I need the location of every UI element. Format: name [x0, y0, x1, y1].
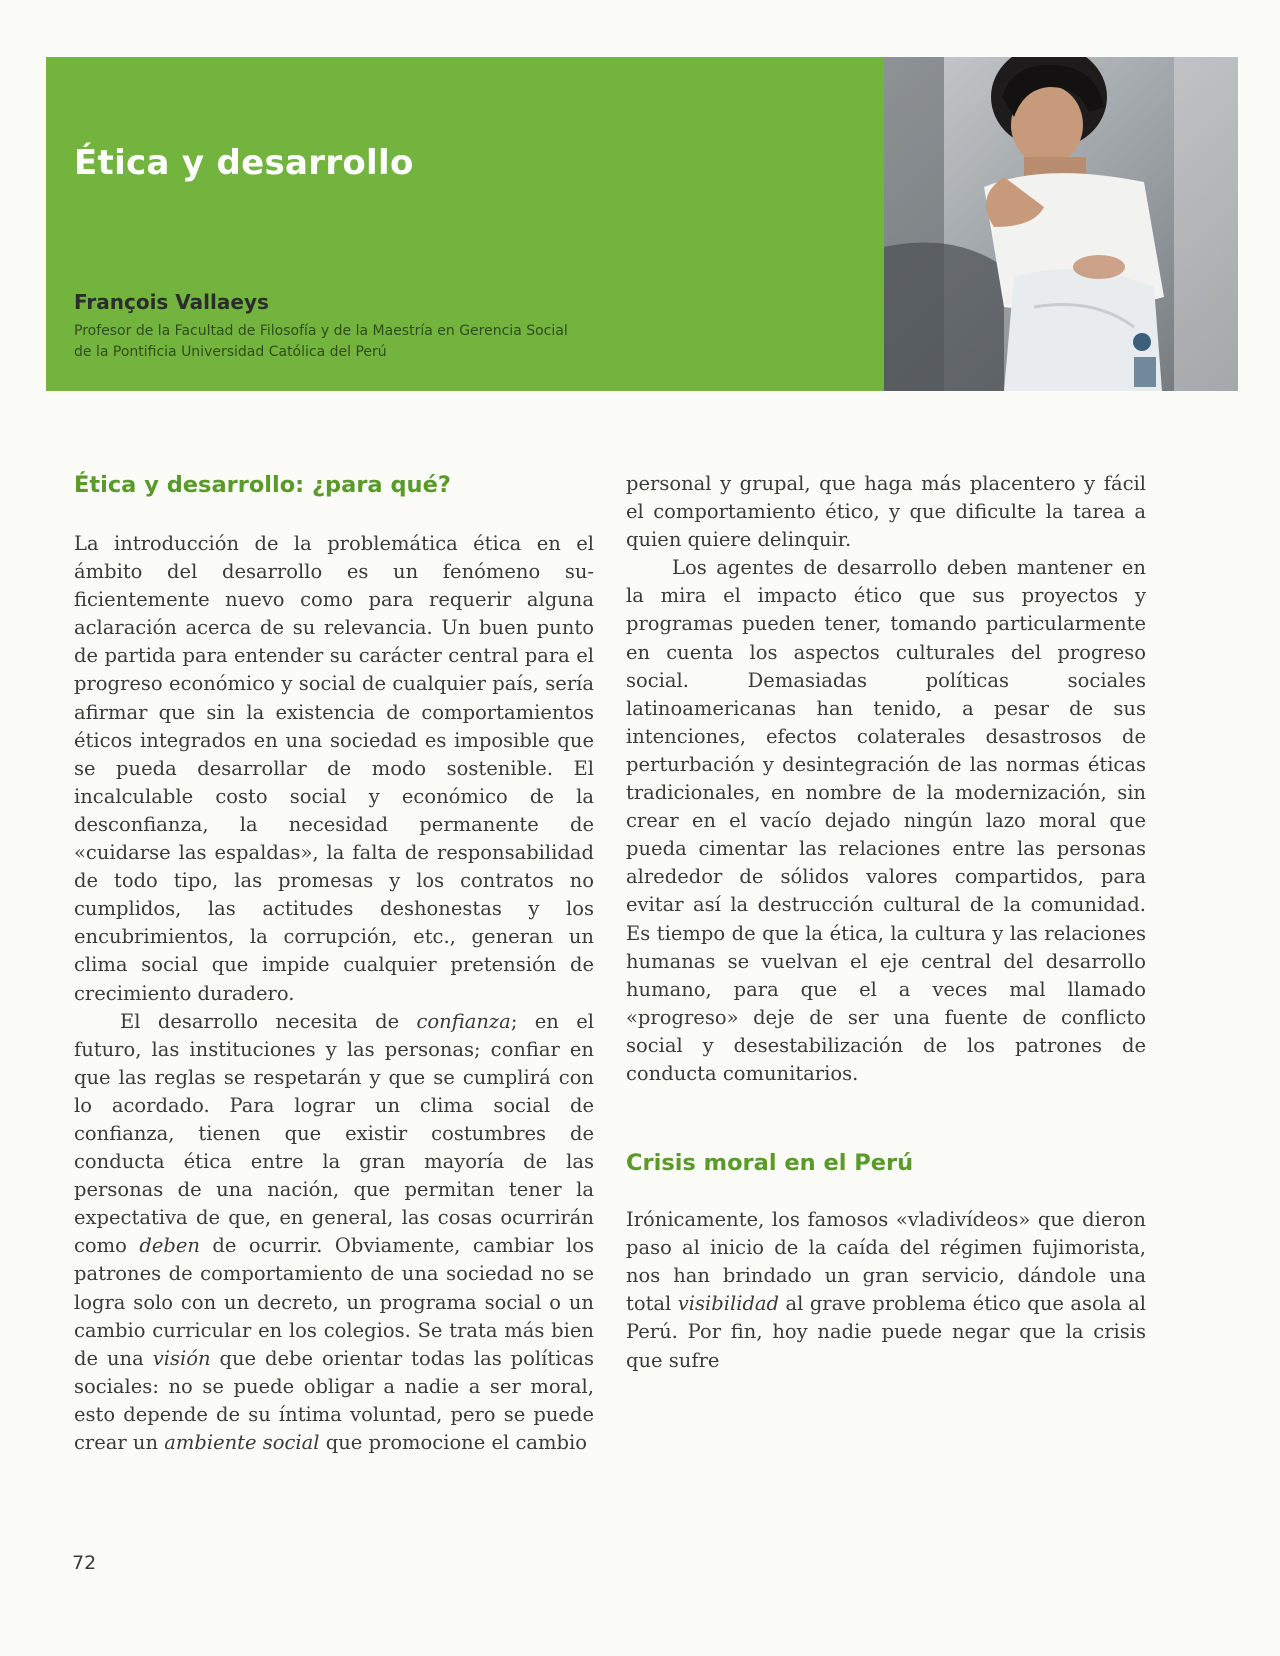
- paragraph-text: El desarrollo necesita de: [120, 1009, 417, 1033]
- emphasis-ambiente-social: ambiente social: [164, 1431, 320, 1454]
- child-photo-illustration: [884, 57, 1238, 391]
- author-name: François Vallaeys: [74, 290, 269, 314]
- paragraph-text: Irónicamente, los famosos «vladivídeos» que dieron paso al inicio de la caída del régimen fujimorista, nos han brindado un gran servicio, dándole una total: [626, 1208, 1146, 1316]
- paragraph-text: que promocione el cambio: [319, 1431, 587, 1454]
- paragraph-trust-part-1: [74, 1008, 594, 1458]
- section-heading-ethics-development: Ética y desarrollo: ¿para qué?: [74, 472, 451, 498]
- paragraph-vladivideos: [626, 1206, 1146, 1375]
- article-banner: [46, 57, 1238, 391]
- left-column: [74, 470, 594, 1457]
- paragraph-text: de ocurrir. Obviamente, cambiar los patrones de comportamiento de una sociedad no se logra solo con un decreto, un programa social o un cambio curricular en los colegios. Se trata más bien de una: [74, 1234, 594, 1370]
- emphasis-visibilidad: visibilidad: [677, 1292, 780, 1316]
- paragraph-text: ; en el futuro, las instituciones y las personas; confiar en que las reglas se respetarán y que se cumplirá con lo acordado. Para lograr un clima social de confianza, tienen que existir costumbres de conducta ética entre la gran mayoría de las personas de una nación, que permitan tener la expectativa de que, en general, las cosas ocurrirán como: [74, 1009, 594, 1258]
- emphasis-confianza: confianza: [416, 1009, 511, 1033]
- article-title: Ética y desarrollo: [74, 143, 414, 183]
- author-affiliation: [74, 321, 764, 363]
- paragraph-introduction: La introducción de la problemática ética en el ámbito del desarrollo es un fenómeno suficientemente nuevo como para requerir alguna aclaración acerca de su relevancia. Un buen punto de partida para entender su carácter central para el progreso económico y social de cualquier país, sería afirmar que sin la existencia de comportamientos éticos integrados en una sociedad es imposible que se pueda desarrollar de modo sostenible. El incalculable costo social y económico de la desconfianza, la necesidad permanente de «cuidarse las espaldas», la falta de responsabilidad de todo tipo, las promesas y los contratos no cumplidos, las actitudes deshonestas y los encubrimientos, la corrupción, etc., generan un clima social que impide cualquier pretensión de crecimiento duradero.: [74, 532, 594, 1005]
- paragraph-development-agents: Los agentes de desarrollo deben mantener en la mira el impacto ético que sus proyectos y programas pueden tener, tomando particularmente en cuenta los aspectos culturales del progreso social. Demasiadas políticas sociales latinoamericanas han tenido, a pesar de sus intenciones, efectos colaterales desastrosos de perturbación y desintegración de las normas éticas tradicionales, en nombre de la modernización, sin crear en el vacío dejado ningún lazo moral que pueda cimentar las relaciones entre las personas alrededor de sólidos valores compartidos, para evitar así la destrucción cultural de la comunidad. Es tiempo de que la ética, la cultura y las relaciones humanas se vuelvan el eje central del desarrollo humano, para que el a veces mal llamado «progreso» deje de ser una fuente de conflicto social y desestabilización de los patrones de conducta comunitarios.: [626, 556, 1146, 1085]
- child-photo: [884, 57, 1238, 391]
- paragraph-text: que debe orientar todas las políticas sociales: no se puede obligar a nadie a ser moral, esto depende de su íntima voluntad, pero se puede crear un: [74, 1346, 594, 1454]
- paragraph-text: al grave problema ético que asola al Perú. Por fin, hoy nadie puede negar que la crisis que sufre: [626, 1292, 1146, 1372]
- right-column: [626, 470, 1146, 1375]
- page-number: 72: [72, 1552, 97, 1574]
- paragraph-text: personal y grupal, que haga más placentero y fácil el comportamiento ético, y que dificulte la tarea a quien quiere delinquir.: [626, 472, 1146, 552]
- author-affiliation-line-2: de la Pontificia Universidad Católica del Perú: [74, 344, 387, 360]
- emphasis-vision: visión: [152, 1346, 211, 1370]
- section-heading-moral-crisis: Crisis moral en el Perú: [626, 1150, 914, 1177]
- author-affiliation-line-1: Profesor de la Facultad de Filosofía y de la Maestría en Gerencia Social: [74, 323, 568, 339]
- paragraph-trust-part-2: [626, 470, 1146, 554]
- emphasis-deben: deben: [139, 1234, 200, 1258]
